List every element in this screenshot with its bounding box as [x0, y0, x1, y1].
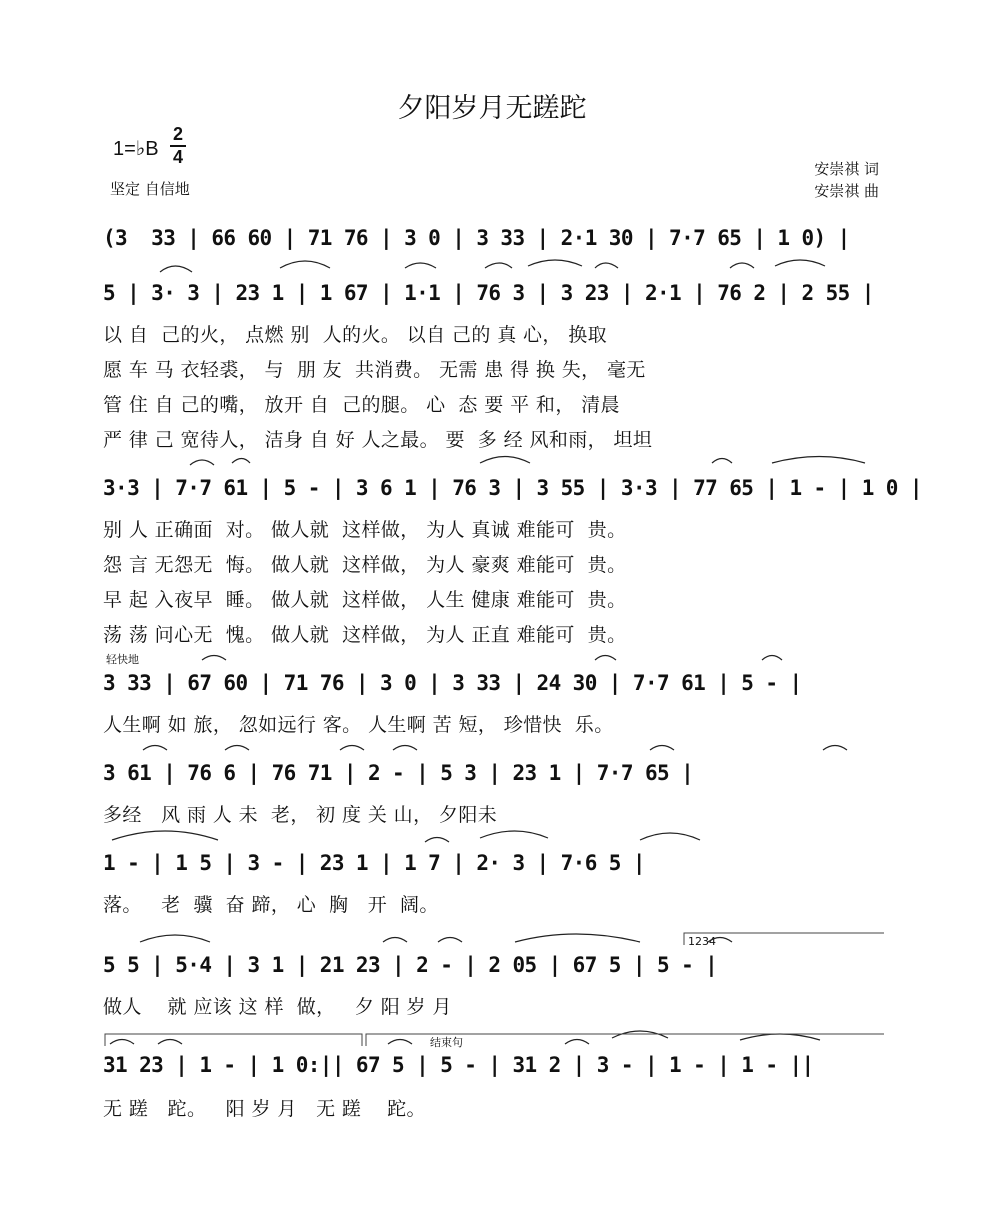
key-signature: 1=♭B	[113, 138, 159, 160]
ending-mark: 结束句	[430, 1036, 463, 1049]
lyric-line: 怨 言 无怨无 悔。 做人就 这样做， 为人 豪爽 难能可 贵。	[103, 554, 627, 576]
lyric-line: 多经 风 雨 人 未 老， 初 度 关 山， 夕阳未	[103, 804, 498, 826]
notation-line-4: 3 33 | 67 60 | 71 76 | 3 0 | 3 33 | 24 30 | 7·7 61 | 5 - |	[103, 671, 802, 695]
volta-number: 1234	[688, 935, 716, 948]
lyric-line: 严 律 己 宽待人， 洁身 自 好 人之最。 要 多 经 风和雨， 坦坦	[103, 429, 653, 451]
notation-line-2: 5 | 3· 3 | 23 1 | 1 67 | 1·1 | 76 3 | 3 23 | 2·1 | 76 2 | 2 55 |	[103, 281, 874, 305]
volta-brackets	[105, 933, 884, 1046]
lyricist-credit: 安崇祺 词	[814, 160, 879, 178]
slur-marks	[110, 260, 865, 1044]
notation-line-6: 1 - | 1 5 | 3 - | 23 1 | 1 7 | 2· 3 | 7·6 5 |	[103, 851, 645, 875]
lyric-line: 荡 荡 问心无 愧。 做人就 这样做， 为人 正直 难能可 贵。	[103, 624, 627, 646]
time-signature-top: 2	[170, 124, 186, 147]
section-mark-light: 轻快地	[106, 653, 139, 666]
time-signature-bottom: 4	[172, 147, 183, 167]
lyric-line: 以 自 己的火， 点燃 别 人的火。 以自 己的 真 心， 换取	[103, 324, 608, 346]
lyric-line: 愿 车 马 衣轻裘， 与 朋 友 共消费。 无需 患 得 换 失， 毫无	[103, 359, 646, 381]
notation-line-1: (3 33 | 66 60 | 71 76 | 3 0 | 3 33 | 2·1 30 | 7·7 65 | 1 0) |	[103, 226, 850, 250]
composer-credit: 安崇祺 曲	[814, 182, 879, 200]
notation-line-8: 31 23 | 1 - | 1 0:|| 67 5 | 5 - | 31 2 | 3 - | 1 - | 1 - ||	[103, 1053, 814, 1077]
notation-line-7: 5 5 | 5·4 | 3 1 | 21 23 | 2 - | 2 05 | 67 5 | 5 - |	[103, 953, 718, 977]
notation-line-3: 3·3 | 7·7 61 | 5 - | 3 6 1 | 76 3 | 3 55 | 3·3 | 77 65 | 1 - | 1 0 |	[103, 476, 922, 500]
lyric-line: 管 住 自 己的嘴， 放开 自 己的腿。 心 态 要 平 和， 清晨	[103, 394, 620, 416]
lyric-line: 别 人 正确面 对。 做人就 这样做， 为人 真诚 难能可 贵。	[103, 519, 627, 541]
lyric-line: 早 起 入夜早 睡。 做人就 这样做， 人生 健康 难能可 贵。	[103, 589, 627, 611]
lyric-line: 做人 就 应该 这 样 做， 夕 阳 岁 月	[103, 996, 452, 1018]
lyric-line: 落。 老 骥 奋 蹄， 心 胸 开 阔。	[103, 894, 439, 916]
lyric-line: 无 蹉 跎。 阳 岁 月 无 蹉 跎。	[103, 1098, 426, 1120]
lyric-line: 人生啊 如 旅， 忽如远行 客。 人生啊 苦 短， 珍惜快 乐。	[103, 714, 614, 736]
notation-line-5: 3 61 | 76 6 | 76 71 | 2 - | 5 3 | 23 1 | 7·7 65 |	[103, 761, 694, 785]
song-title: 夕阳岁月无蹉跎	[397, 93, 587, 124]
tempo-marking: 坚定 自信地	[110, 180, 190, 198]
